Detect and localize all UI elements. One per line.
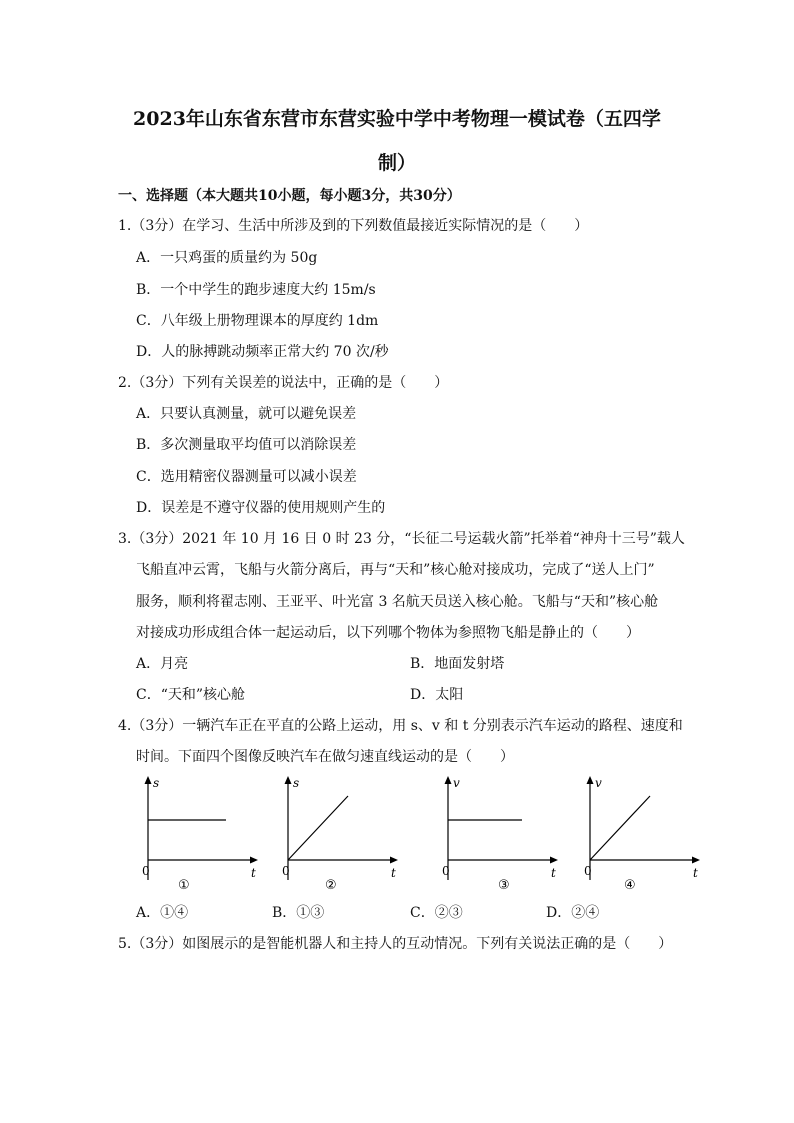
q2-stem: 2.（3分）下列有关误差的说法中，正确的是（ ） bbox=[118, 375, 449, 391]
graph-1 bbox=[130, 774, 265, 903]
q1-stem: 1.（3分）在学习、生活中所涉及到的下列数值最接近实际情况的是（ ） bbox=[118, 218, 589, 234]
graph-4-y-arrow bbox=[587, 776, 594, 784]
graph-2-line bbox=[288, 796, 348, 860]
graph-2-x-arrow bbox=[390, 857, 398, 864]
q4-option-d: D．②④ bbox=[546, 905, 600, 921]
graph-4-x-label: t bbox=[693, 866, 698, 880]
graph-3-x-label: t bbox=[551, 866, 556, 880]
section-heading: 一、选择题（本大题共10小题，每小题3分，共30分） bbox=[118, 188, 461, 204]
graph-1-x-arrow bbox=[250, 857, 258, 864]
graph-3-y-arrow bbox=[445, 776, 452, 784]
graph-2-y-arrow bbox=[285, 776, 292, 784]
graph-1-y-arrow bbox=[145, 776, 152, 784]
graph-4-x-arrow bbox=[692, 857, 700, 864]
graph-2 bbox=[270, 774, 405, 903]
graph-4-origin: 0 bbox=[584, 864, 592, 878]
graph-1-x-label: t bbox=[251, 866, 256, 880]
q3-stem-line1: 3.（3分）2021 年 10 月 16 日 0 时 23 分，“长征二号运载火箭”托举着“神舟十三号”载人 bbox=[118, 531, 685, 547]
graph-1-number: ① bbox=[178, 878, 190, 893]
graph-3-origin: 0 bbox=[442, 864, 450, 878]
q1-option-b: B．一个中学生的跑步速度大约 15m/s bbox=[136, 282, 376, 298]
q5-stem: 5.（3分）如图展示的是智能机器人和主持人的互动情况。下列有关说法正确的是（ ） bbox=[118, 936, 673, 952]
q4-option-a: A．①④ bbox=[136, 905, 189, 921]
graph-2-x-label: t bbox=[391, 866, 396, 880]
q4-stem-line2: 时间。下面四个图像反映汽车在做匀速直线运动的是（ ） bbox=[136, 749, 514, 765]
q3-stem-line3: 服务，顺利将翟志刚、王亚平、叶光富 3 名航天员送入核心舱。飞船与“天和”核心舱 bbox=[136, 594, 659, 610]
graph-4-line bbox=[590, 796, 650, 860]
q3-option-c: C．“天和”核心舱 bbox=[136, 687, 246, 703]
graph-2-number: ② bbox=[325, 878, 337, 893]
graph-2-origin: 0 bbox=[282, 864, 290, 878]
q1-option-c: C．八年级上册物理课本的厚度约 1dm bbox=[136, 313, 379, 329]
graph-1-y-label: s bbox=[153, 776, 160, 790]
graph-4 bbox=[572, 774, 707, 903]
graph-4-number: ④ bbox=[624, 878, 636, 893]
graph-1-origin: 0 bbox=[142, 864, 150, 878]
graph-3 bbox=[430, 774, 565, 903]
q4-option-b: B．①③ bbox=[272, 905, 325, 921]
exam-title-line1: 2023年山东省东营市东营实验中学中考物理一模试卷（五四学 bbox=[133, 108, 661, 130]
q1-option-d: D．人的脉搏跳动频率正常大约 70 次/秒 bbox=[136, 344, 389, 360]
q3-option-d: D．太阳 bbox=[410, 687, 464, 703]
q2-option-b: B．多次测量取平均值可以消除误差 bbox=[136, 437, 357, 453]
q3-option-b: B．地面发射塔 bbox=[410, 656, 505, 672]
q3-stem-line2: 飞船直冲云霄，飞船与火箭分离后，再与“天和”核心舱对接成功，完成了“送人上门” bbox=[136, 562, 655, 578]
exam-title-line2: 制） bbox=[377, 152, 416, 174]
graph-3-y-label: v bbox=[453, 776, 460, 790]
q3-option-a: A．月亮 bbox=[136, 656, 189, 672]
q1-option-a: A．一只鸡蛋的质量约为 50g bbox=[136, 250, 318, 266]
q4-stem-line1: 4.（3分）一辆汽车正在平直的公路上运动，用 s、v 和 t 分别表示汽车运动的路程、速度和 bbox=[118, 718, 683, 734]
q3-stem-line4: 对接成功形成组合体一起运动后，以下列哪个物体为参照物飞船是静止的（ ） bbox=[136, 625, 640, 641]
graph-2-y-label: s bbox=[293, 776, 300, 790]
graph-3-number: ③ bbox=[498, 878, 510, 893]
q4-option-c: C．②③ bbox=[410, 905, 463, 921]
q2-option-d: D．误差是不遵守仪器的使用规则产生的 bbox=[136, 500, 386, 516]
graph-4-y-label: v bbox=[595, 776, 602, 790]
q2-option-a: A．只要认真测量，就可以避免误差 bbox=[136, 406, 357, 422]
graph-3-x-arrow bbox=[550, 857, 558, 864]
q2-option-c: C．选用精密仪器测量可以减小误差 bbox=[136, 469, 357, 485]
